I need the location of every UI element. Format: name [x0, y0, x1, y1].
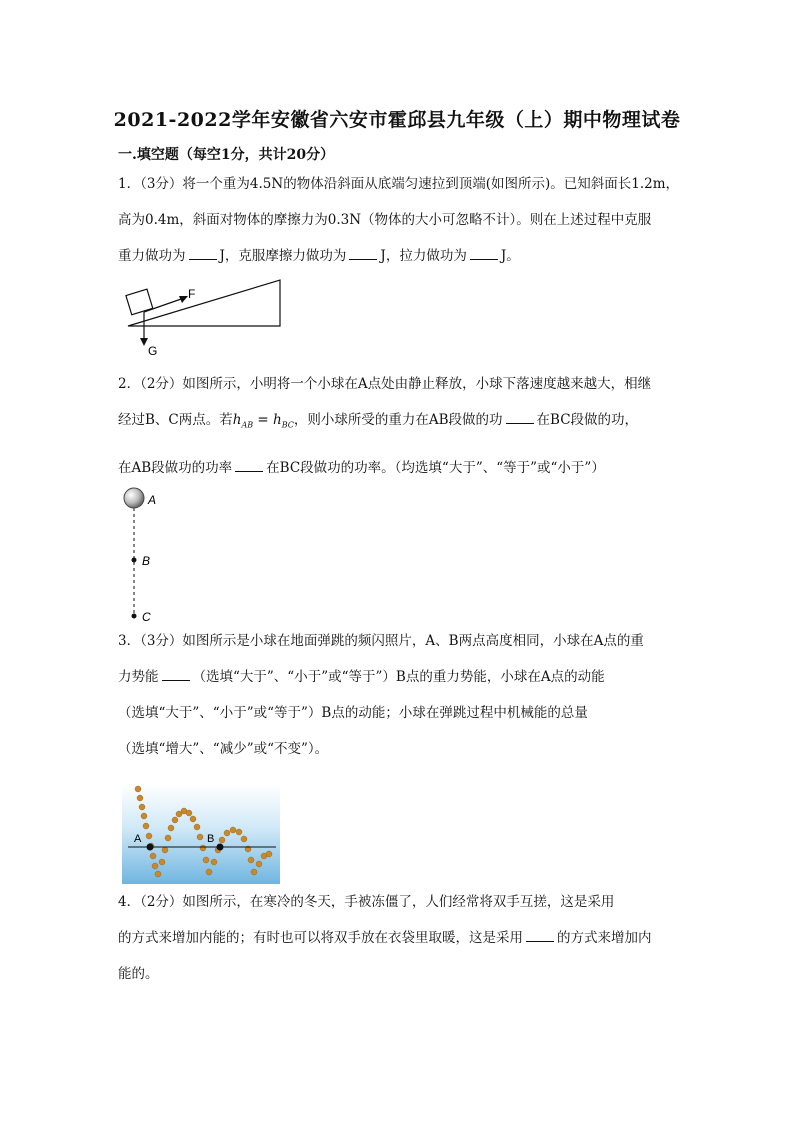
photo-point-b-label: B — [207, 833, 215, 845]
q3-line-1: 3．（3分）如图所示是小球在地面弹跳的频闪照片，A、B两点高度相同，小球在A点的重 — [118, 633, 644, 649]
q4-line-1: 4．（2分）如图所示，在寒冷的冬天，手被冻僵了，人们经常将双手互搓，这是采用 — [118, 894, 615, 910]
q3-text-b: （选填“大于”、“小于”或“等于”）B点的重力势能，小球在A点的动能 — [192, 669, 605, 685]
q1-blank-3[interactable] — [470, 245, 498, 260]
q3-blank-1[interactable] — [162, 666, 190, 681]
question-4 — [118, 884, 688, 992]
q4-text-a: 的方式来增加内能的；有时也可以将双手放在衣袋里取暖，这是采用 — [118, 930, 523, 946]
q2-text-b: ，则小球所受的重力在AB段做的功 — [293, 412, 503, 428]
q2-text-d: 在AB段做功的功率 — [118, 459, 233, 476]
q1-text-b: J，克服摩擦力做功为 — [219, 248, 347, 264]
question-1 — [118, 166, 688, 274]
question-2 — [118, 366, 688, 486]
q1-text-d: J。 — [500, 248, 520, 264]
point-b-label: B — [142, 554, 151, 568]
q1-line-1: 1．（3分）将一个重为4.5N的物体沿斜面从底端匀速拉到顶端(如图所示)。已知斜面长1.2m， — [118, 176, 680, 192]
photo-point-a-label: A — [134, 833, 142, 845]
q2-h-bc: = h — [253, 412, 282, 428]
q2-blank-2[interactable] — [235, 457, 263, 472]
q3-line-2 — [118, 659, 688, 695]
q1-blank-1[interactable] — [189, 245, 217, 260]
point-c-label: C — [142, 610, 151, 624]
point-a-label: A — [148, 493, 157, 507]
q3-line-3: （选填“大于”、“小于”或“等于”）B点的动能；小球在弹跳过程中机械能的总量 — [118, 705, 588, 721]
q2-blank-1[interactable] — [506, 409, 534, 424]
gravity-g-label: G — [148, 344, 158, 358]
falling-ball-figure — [118, 484, 178, 626]
question-3 — [118, 623, 688, 767]
q2-sub-bc: BC — [281, 420, 294, 430]
q2-text-a: 经过B、C两点。若 — [118, 412, 233, 428]
q1-text-c: J，拉力做功为 — [380, 248, 467, 264]
q4-blank-2[interactable] — [526, 927, 554, 942]
q4-line-3: 能的。 — [118, 966, 159, 982]
q1-blank-2[interactable] — [349, 245, 377, 260]
q2-line-3 — [118, 450, 688, 486]
q4-line-2 — [118, 920, 688, 956]
incline-figure — [118, 278, 288, 360]
q1-line-2: 高为0.4m，斜面对物体的摩擦力为0.3N（物体的大小可忽略不计）。则在上述过程中克服 — [118, 212, 652, 228]
q4-text-b: 的方式来增加内 — [557, 930, 652, 946]
q3-line-4: （选填“增大”、“减少”或“不变”）。 — [118, 741, 329, 757]
q2-line-1: 2．（2分）如图所示，小明将一个小球在A点处由静止释放，小球下落速度越来越大，相继 — [118, 376, 652, 392]
q1-text-a: 重力做功为 — [118, 248, 186, 264]
bouncing-ball-figure — [122, 784, 280, 884]
force-f-label: F — [188, 287, 196, 301]
q2-sub-ab: AB — [241, 420, 254, 430]
section-heading: 一.填空题（每空1分，共计20分） — [118, 147, 335, 163]
q2-line-2 — [118, 402, 688, 444]
q2-text-e: 在BC段做功的功率。（均选填“大于”、“等于”或“小于”） — [266, 459, 605, 476]
exam-title: 2021-2022学年安徽省六安市霍邱县九年级（上）期中物理试卷 — [113, 109, 681, 131]
q3-text-a: 力势能 — [118, 669, 159, 685]
q1-line-3 — [118, 238, 688, 274]
q2-h-ab: h — [232, 412, 242, 428]
q2-text-c: 在BC段做的功， — [536, 412, 639, 428]
